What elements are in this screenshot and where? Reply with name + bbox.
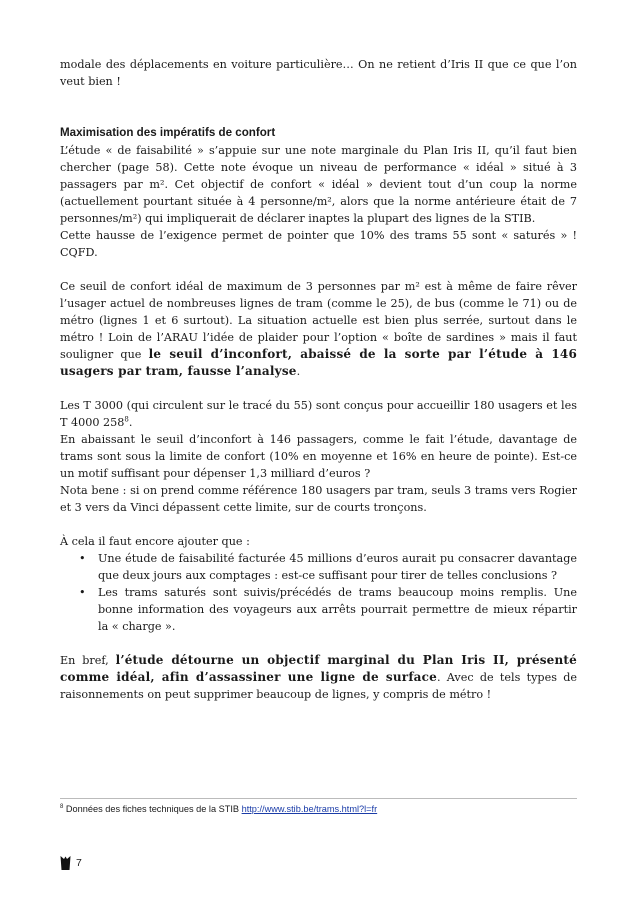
- paragraph-comfort-threshold: [60, 278, 577, 380]
- footnote-text: Données des fiches techniques de la STIB: [63, 804, 242, 814]
- arau-logo-icon: [60, 855, 71, 871]
- footnote-divider: [60, 798, 577, 799]
- emphasis-conclusion: l’étude détourne un objectif marginal du Plan Iris II, présenté comme idéal, afin d’assassiner une ligne de surface: [60, 653, 577, 684]
- bullet-list: [60, 550, 577, 635]
- footnote-link[interactable]: http://www.stib.be/trams.html?l=fr: [241, 804, 378, 814]
- footnote-reference: 8: [124, 415, 129, 424]
- page-number: 7: [76, 857, 82, 869]
- paragraph-list-intro: À cela il faut encore ajouter que :: [60, 535, 250, 548]
- paragraph-conclusion: [60, 652, 577, 703]
- page-body: [60, 56, 577, 703]
- list-item: [79, 550, 577, 584]
- paragraph-cqfd: Cette hausse de l’exigence permet de pointer que 10% des trams 55 sont « saturés » ! CQFD.: [60, 229, 577, 259]
- list-item-text: Une étude de faisabilité facturée 45 millions d’euros aurait pu consacrer davantage que deux jours aux comptages : est-ce suffisant pour tirer de telles conclusions ?: [98, 552, 577, 582]
- bullet-icon: •: [79, 552, 86, 565]
- paragraph-146-passengers: En abaissant le seuil d’inconfort à 146 passagers, comme le fait l’étude, davantage de trams sont sous la limite de confort (10% en moyenne et 16% en heure de pointe). Est-ce un motif suffisant pour dépenser 1,3 milliard d’euros ?: [60, 433, 577, 480]
- text-run: .: [296, 365, 301, 378]
- text-run: Les T 3000 (qui circulent sur le tracé du 55) sont conçus pour accueillir 180 usagers et les T 4000 258: [60, 399, 577, 429]
- footnote-number: 8: [60, 803, 64, 810]
- text-run: Ce seuil de confort idéal de maximum de 3 personnes par m² est à même de faire rêver l’usager actuel de nombreuses lignes de tram (comme le 25), de bus (comme le 71) ou de métro (lignes 1 et 6 surtout). La situation actuelle est bien plus serrée, surtout dans le métro ! Loin de l’ARAU l’idée de plaider pour l’option « boîte de sardines » mais il faut souligner que: [60, 280, 577, 361]
- intro-paragraph: modale des déplacements en voiture particulière… On ne retient d’Iris II que ce que l’on veut bien !: [60, 58, 577, 88]
- text-run: . Avec de tels types de raisonnements on peut supprimer beaucoup de lignes, y compris de métro !: [60, 671, 577, 701]
- paragraph-nota-bene: Nota bene : si on prend comme référence 180 usagers par tram, seuls 3 trams vers Rogier et 3 vers da Vinci dépassent cette limite, sur de courts tronçons.: [60, 484, 577, 514]
- bullet-icon: •: [79, 586, 86, 599]
- text-run: En bref,: [60, 654, 116, 667]
- emphasis-threshold: le seuil d’inconfort, abaissé de la sorte par l’étude à 146 usagers par tram, fausse l’analyse: [60, 347, 577, 378]
- paragraph-t3000: [60, 397, 577, 431]
- text-run: .: [128, 416, 133, 429]
- list-item: [79, 584, 577, 635]
- footnote: [60, 803, 577, 815]
- list-item-text: Les trams saturés sont suivis/précédés de trams beaucoup moins remplis. Une bonne information des voyageurs aux arrêts pourrait permettre de mieux répartir la « charge ».: [98, 586, 577, 633]
- paragraph-study-note: L’étude « de faisabilité » s’appuie sur une note marginale du Plan Iris II, qu’il faut bien chercher (page 58). Cette note évoque un niveau de performance « idéal » situé à 3 passagers par m². Cet objectif de confort « idéal » devient tout d’un coup la norme (actuellement pourtant située à 4 personne/m², alors que la norme antérieure était de 7 personnes/m²) qui impliquerait de déclarer inaptes la plupart des lignes de la STIB.: [60, 144, 577, 225]
- section-heading: Maximisation des impératifs de confort: [60, 126, 276, 139]
